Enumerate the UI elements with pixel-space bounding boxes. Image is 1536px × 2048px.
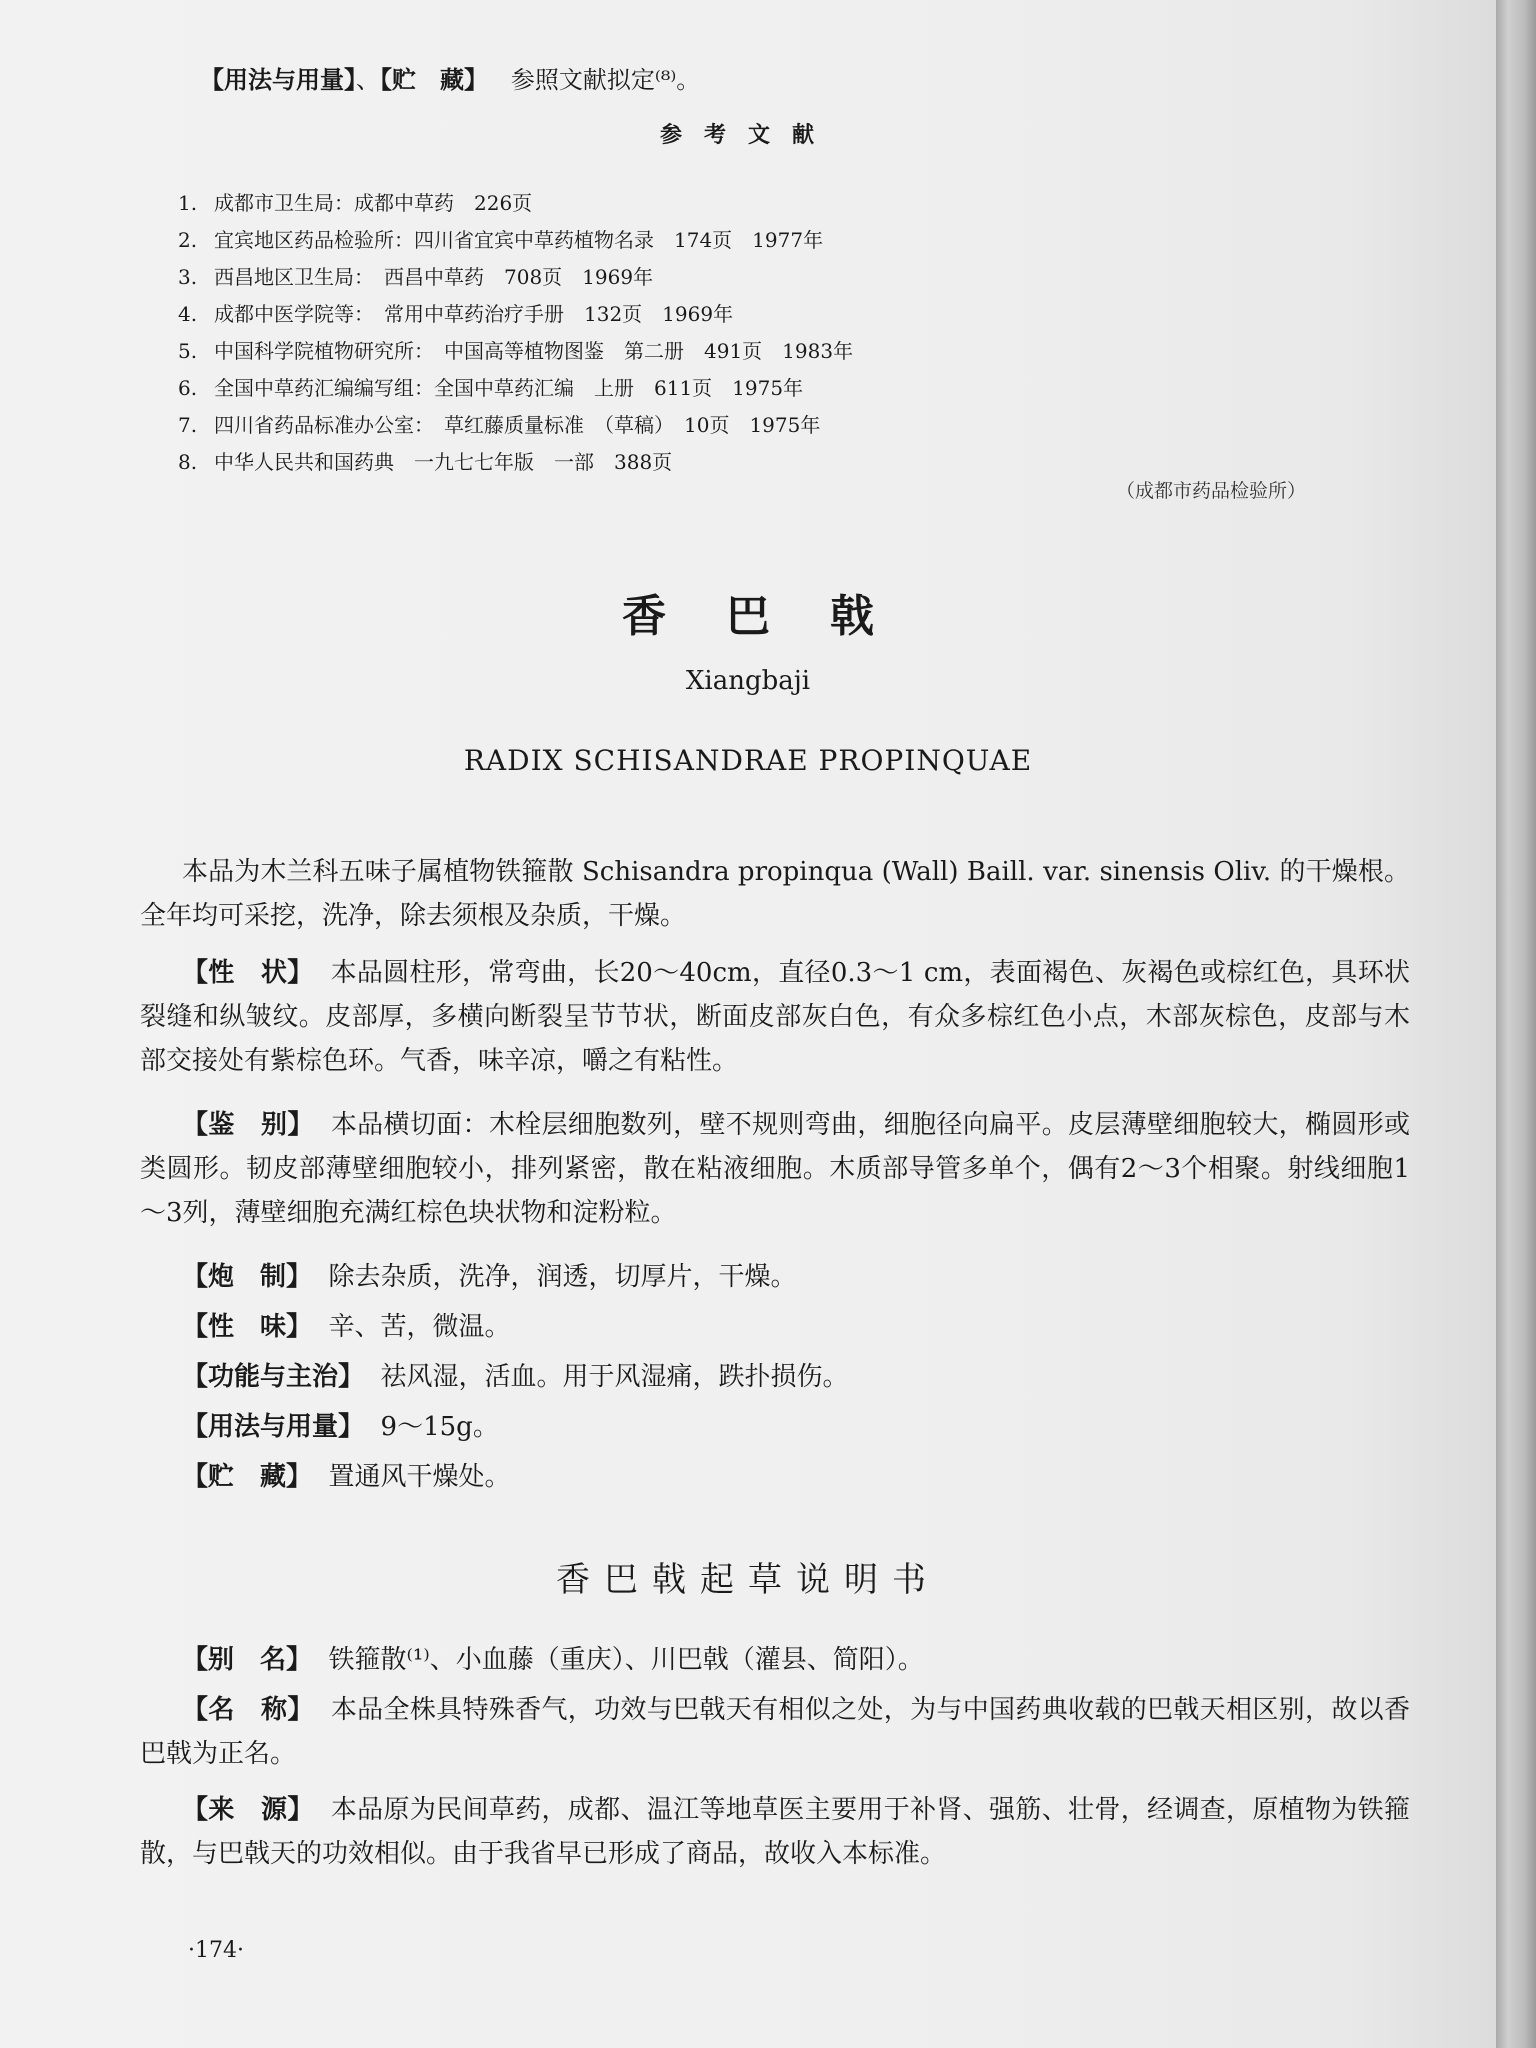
reference-source: （成都市药品检验所） <box>1115 480 1306 502</box>
section-text: 祛风湿，活血。用于风湿痛，跌扑损伤。 <box>380 1362 849 1392</box>
section-label: 【来 源】 <box>182 1795 314 1825</box>
reference-number: 2. <box>178 228 198 252</box>
section-label: 【名 称】 <box>182 1695 314 1725</box>
usage-label: 【用法与用量】 <box>200 66 356 94</box>
section-text: 本品原为民间草药，成都、温江等地草医主要用于补肾、强筋、壮骨，经调查，原植物为铁箍散，与巴戟天的功效相似。由于我省早已形成了商品，故收入本标准。 <box>140 1795 1410 1869</box>
section-label: 【性 状】 <box>182 958 314 988</box>
draft-section-alias <box>140 1638 1410 1682</box>
usage-storage-text: 参照文献拟定⁽⁸⁾。 <box>510 66 701 94</box>
entry-section-identification <box>140 1103 1410 1235</box>
section-text: 除去杂质，洗净，润透，切厚片，干燥。 <box>328 1262 797 1292</box>
reference-text: 四川省药品标准办公室： 草红藤质量标准 （草稿） 10页 1975年 <box>214 413 821 437</box>
reference-number: 7. <box>178 413 198 437</box>
entry-latin-name: RADIX SCHISANDRAE PROPINQUAE <box>463 744 1033 777</box>
reference-item <box>178 222 853 259</box>
storage-label: 【贮 藏】 <box>380 66 488 94</box>
section-label: 【炮 制】 <box>182 1262 313 1292</box>
section-text: 铁箍散⁽¹⁾、小血藤（重庆）、川巴戟（灌县、简阳）。 <box>328 1645 924 1675</box>
separator: 、 <box>356 66 380 94</box>
entry-section-flavor <box>140 1305 1410 1349</box>
reference-item <box>178 259 853 296</box>
page-edge <box>1496 0 1536 2048</box>
page-number: ·174· <box>188 1938 244 1963</box>
entry-section-dosage <box>140 1405 1410 1449</box>
entry-section-processing <box>140 1255 1410 1299</box>
reference-list <box>178 185 853 481</box>
section-label: 【贮 藏】 <box>182 1462 313 1492</box>
reference-item <box>178 296 853 333</box>
section-label: 【用法与用量】 <box>182 1412 365 1442</box>
section-label: 【功能与主治】 <box>182 1362 365 1392</box>
section-label: 【别 名】 <box>182 1645 313 1675</box>
reference-number: 6. <box>178 376 198 400</box>
draft-section-name <box>140 1688 1410 1776</box>
reference-item <box>178 407 853 444</box>
reference-number: 5. <box>178 339 198 363</box>
section-text: 9～15g。 <box>380 1412 499 1442</box>
reference-item <box>178 333 853 370</box>
section-text: 本品圆柱形，常弯曲，长20～40cm，直径0.3～1 cm，表面褐色、灰褐色或棕红色，具环状裂缝和纵皱纹。皮部厚，多横向断裂呈节节状，断面皮部灰白色，有众多棕红色小点，木部灰棕色，皮部与木部交接处有紫棕色环。气香，味辛凉，嚼之有粘性。 <box>140 958 1410 1076</box>
section-text: 本品全株具特殊香气，功效与巴戟天有相似之处，为与中国药典收载的巴戟天相区别，故以香巴戟为正名。 <box>140 1695 1410 1769</box>
section-text: 辛、苦，微温。 <box>328 1312 511 1342</box>
draft-title: 香巴戟起草说明书 <box>556 1560 940 1600</box>
references-title: 参考文献 <box>659 123 836 148</box>
reference-number: 1. <box>178 191 198 215</box>
section-label: 【鉴 别】 <box>182 1110 314 1140</box>
section-label: 【性 味】 <box>182 1312 313 1342</box>
reference-number: 3. <box>178 265 198 289</box>
reference-item <box>178 370 853 407</box>
reference-text: 宜宾地区药品检验所：四川省宜宾中草药植物名录 174页 1977年 <box>214 228 824 252</box>
section-text: 本品横切面：木栓层细胞数列，壁不规则弯曲，细胞径向扁平。皮层薄壁细胞较大，椭圆形或类圆形。韧皮部薄壁细胞较小，排列紧密，散在粘液细胞。木质部导管多单个，偶有2～3个相聚。射线细胞1～3列，薄壁细胞充满红棕色块状物和淀粉粒。 <box>140 1110 1410 1228</box>
entry-section-function <box>140 1355 1410 1399</box>
reference-text: 成都市卫生局：成都中草药 226页 <box>214 191 533 215</box>
reference-text: 全国中草药汇编编写组：全国中草药汇编 上册 611页 1975年 <box>214 376 804 400</box>
reference-text: 西昌地区卫生局： 西昌中草药 708页 1969年 <box>214 265 654 289</box>
draft-section-origin <box>140 1788 1410 1876</box>
reference-item <box>178 185 853 222</box>
entry-section-storage <box>140 1455 1410 1499</box>
reference-number: 8. <box>178 450 198 474</box>
reference-number: 4. <box>178 302 198 326</box>
section-text: 置通风干燥处。 <box>328 1462 511 1492</box>
entry-pinyin: Xiangbaji <box>685 666 811 696</box>
reference-item <box>178 444 853 481</box>
entry-intro: 本品为木兰科五味子属植物铁箍散 Schisandra propinqua (Wall) Baill. var. sinensis Oliv. 的干燥根。全年均可采挖，洗净，除去须根及杂质，干燥。 <box>140 857 1410 931</box>
entry-title: 香巴戟 <box>622 591 934 642</box>
reference-text: 中国科学院植物研究所： 中国高等植物图鉴 第二册 491页 1983年 <box>214 339 854 363</box>
usage-storage-line <box>200 60 700 95</box>
reference-text: 中华人民共和国药典 一九七七年版 一部 388页 <box>214 450 673 474</box>
entry-section-characters <box>140 951 1410 1083</box>
reference-text: 成都中医学院等： 常用中草药治疗手册 132页 1969年 <box>214 302 734 326</box>
